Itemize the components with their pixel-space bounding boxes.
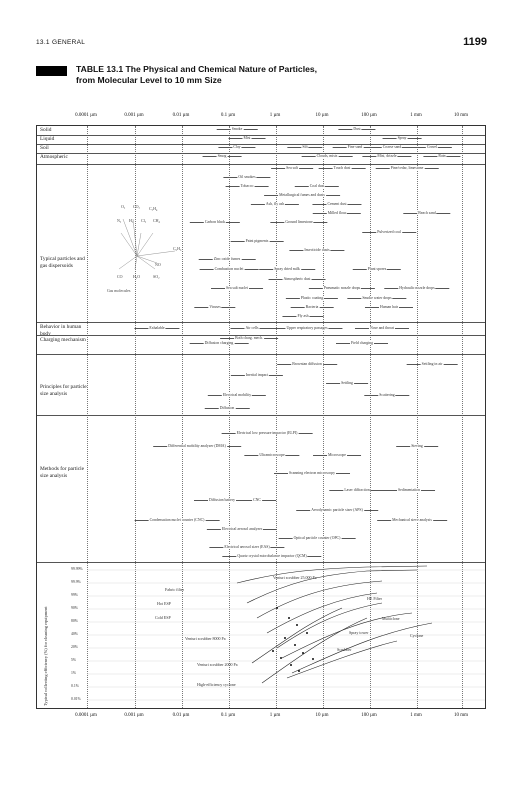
cell-plastic-coating: Plastic coating bbox=[300, 296, 324, 300]
cell-sem: Scanning electron microscopy bbox=[289, 471, 335, 475]
cell-fly-ash-2: Fly ash bbox=[297, 314, 309, 318]
cell-mist-drizzle: Mist, drizzle bbox=[377, 154, 397, 158]
cell-fly-ash: Ash, fly ash bbox=[265, 202, 285, 206]
row-label-behavior: Behavior in human body bbox=[40, 324, 82, 337]
row-label-solid: Solid bbox=[40, 127, 52, 133]
cell-settling-air: Settling in air bbox=[421, 362, 443, 366]
row-divider bbox=[37, 144, 485, 145]
cell-sieving: Sieving bbox=[411, 444, 423, 448]
curve-label: Venturi scrubber 8000 Pa bbox=[185, 636, 226, 641]
cell-aps: Aerodynamic particle sizer (APS) bbox=[311, 508, 363, 512]
scale-label: 100 µm bbox=[361, 713, 377, 718]
cell-insecticide: Insecticide dusts bbox=[304, 248, 330, 252]
y-tick: 99% bbox=[71, 593, 78, 597]
row-divider bbox=[37, 354, 485, 355]
cell-coarse-sand: Coarse sand bbox=[382, 145, 402, 149]
cell-combustion-nuclei: Combustion nuclei bbox=[214, 267, 244, 271]
molecule-label: SO₂ bbox=[153, 274, 160, 279]
scale-label: 0.0001 µm bbox=[75, 113, 97, 118]
cell-carbon-black: Carbon black bbox=[204, 220, 226, 224]
molecule-label: Cl₂ bbox=[141, 218, 147, 223]
cell-ultramicroscope: Ultramicroscope bbox=[259, 453, 285, 457]
scale-label: 0.001 µm bbox=[124, 713, 144, 718]
curve-label: Scrubber bbox=[337, 647, 352, 652]
cell-eaa: Electrical aerosol analyzer bbox=[221, 527, 263, 531]
cell-field-charging: Field charging bbox=[351, 341, 373, 345]
y-tick: 1% bbox=[71, 671, 77, 675]
table-marker bbox=[36, 66, 67, 76]
cell-fine-sand: Fine sand bbox=[347, 145, 363, 149]
y-tick: 90% bbox=[71, 606, 78, 610]
scale-label: 0.01 µm bbox=[172, 713, 190, 718]
row-label-methods: Methods for particle size analysis bbox=[40, 466, 85, 479]
cell-smoke-water: Smoke water drops bbox=[362, 296, 392, 300]
cell-pulverized-coal: Pulverized coal bbox=[377, 230, 401, 234]
cell-spray: Spray bbox=[397, 136, 407, 140]
y-tick: 40% bbox=[71, 632, 78, 636]
scale-label: 0.0001 µm bbox=[75, 713, 97, 718]
cell-smoke: Smoke bbox=[231, 127, 243, 131]
cell-hydraulic-drops: Hydraulic nozzle drops bbox=[399, 286, 435, 290]
table-title-line-2: from Molecular Level to 10 mm Size bbox=[76, 75, 222, 85]
cell-upper-resp: Upper respiratory passages bbox=[286, 326, 328, 330]
y-tick: 99.99% bbox=[71, 567, 83, 571]
cell-rain: Rain bbox=[438, 154, 446, 158]
molecule-label: CO bbox=[117, 274, 123, 279]
scale-label: 0.1 µm bbox=[220, 713, 236, 718]
y-tick: 99.9% bbox=[71, 580, 81, 584]
scale-label: 100 µm bbox=[361, 113, 377, 118]
y-tick: 80% bbox=[71, 619, 78, 623]
scale-label: 1 mm bbox=[410, 713, 422, 718]
cell-beach-sand: Beach sand bbox=[418, 211, 436, 215]
cell-milled-flour: Milled flour bbox=[327, 211, 347, 215]
molecule-label: C₂H₄ bbox=[149, 206, 158, 211]
cell-gravel: Gravel bbox=[426, 145, 438, 149]
table-title bbox=[76, 64, 317, 86]
cell-laser: Laser diffraction bbox=[344, 488, 370, 492]
cell-brownian: Brownian diffusion bbox=[292, 362, 322, 366]
curve-label: Venturi scrubber 25,000 Pa bbox=[273, 575, 317, 580]
cell-exhalable: Exhalable bbox=[149, 326, 165, 330]
molecule-label: Gas molecules bbox=[107, 288, 131, 293]
cell-paint-pigments: Paint pigments bbox=[245, 239, 269, 243]
top-size-scale bbox=[36, 113, 486, 123]
scale-label: 10 mm bbox=[453, 713, 469, 718]
cell-microscope: Microscope bbox=[328, 453, 346, 457]
cell-tobacco: Tobacco bbox=[240, 184, 254, 188]
cell-cnc: CNC bbox=[253, 498, 261, 502]
cell-dma: Differential mobility analyzer (DMA) bbox=[168, 444, 226, 448]
cell-clouds: Clouds, mists bbox=[316, 154, 338, 158]
molecule-label: NO bbox=[155, 262, 161, 267]
page-number: 1199 bbox=[463, 36, 487, 48]
row-label-particles: Typical particles and gas dispersoids bbox=[40, 256, 85, 269]
cell-air-cells: Air cells bbox=[245, 326, 259, 330]
cell-settling: Settling bbox=[341, 381, 353, 385]
cell-opc: Optical particle counter (OPC) bbox=[293, 536, 341, 540]
table-title-line-1: TABLE 13.1 The Physical and Chemical Nature of Particles, bbox=[76, 64, 318, 74]
cell-bacteria: Bacteria bbox=[305, 305, 319, 309]
molecule-label: N₂ bbox=[117, 218, 122, 223]
cell-oil-smokes: Oil smokes bbox=[238, 175, 256, 179]
cell-sedimentation: Sedimentation bbox=[398, 488, 420, 492]
particle-table bbox=[36, 125, 486, 709]
cell-diffusion: Diffusion bbox=[219, 406, 235, 410]
cell-ground-limestone: Ground limestone bbox=[285, 220, 313, 224]
cell-sea-salt-nuclei: Sea salt nuclei bbox=[226, 286, 248, 290]
cell-metallurgical: Metallurgical fumes and dusts bbox=[279, 193, 325, 197]
row-divider bbox=[37, 153, 485, 154]
molecule-label: C₆H₆ bbox=[173, 246, 182, 251]
cell-spray-milk: Spray dried milk bbox=[274, 267, 300, 271]
curve-label: Hot ESP bbox=[157, 601, 171, 606]
scale-label: 0.1 µm bbox=[220, 113, 236, 118]
cell-scattering: Scattering bbox=[379, 393, 395, 397]
cell-diffusion-charging: Diffusion charging bbox=[204, 341, 234, 345]
cell-nose-throat: Nose and throat bbox=[369, 326, 395, 330]
cell-both-mech: Both charg. mech. bbox=[235, 336, 263, 340]
scale-label: 1 mm bbox=[410, 113, 422, 118]
curve-label: Multiclone bbox=[382, 616, 400, 621]
cell-plant-spores: Plant spores bbox=[367, 267, 387, 271]
row-label-liquid: Liquid bbox=[40, 136, 55, 142]
cell-human-hair: Human hair bbox=[379, 305, 399, 309]
y-tick: 0.01% bbox=[71, 697, 81, 701]
cell-sea-salt: Sea salt bbox=[286, 166, 298, 170]
row-divider bbox=[37, 164, 485, 165]
scale-label: 0.01 µm bbox=[172, 113, 190, 118]
cell-condensation-cnc: Condensation nuclei counter (CNC) bbox=[149, 518, 205, 522]
section-title: 13.1 GENERAL bbox=[36, 39, 86, 46]
curve-label: Venturi scrubber 2000 Pa bbox=[197, 662, 238, 667]
row-divider bbox=[37, 135, 485, 136]
row-divider bbox=[37, 322, 485, 323]
cell-eas: Electrical aerosol sizer (EAS) bbox=[224, 545, 270, 549]
molecule-label: H₂O bbox=[133, 274, 141, 279]
cell-elpi: Electrical low pressure impactor (ELPI) bbox=[236, 431, 298, 435]
row-label-principles: Principles for particle size analysis bbox=[40, 384, 87, 397]
y-tick: 0.1% bbox=[71, 684, 79, 688]
scale-label: 10 µm bbox=[315, 713, 329, 718]
cell-cement-dust: Cement dust bbox=[327, 202, 347, 206]
cell-mist: Mist bbox=[243, 136, 251, 140]
y-tick: 5% bbox=[71, 658, 77, 662]
cell-smog: Smog bbox=[217, 154, 227, 158]
cell-limestone: Pine/cedar, limestone bbox=[390, 166, 424, 170]
curve-label: Fabric filter bbox=[165, 587, 184, 592]
chart-y-label: Typical collecting efficiency (%) for cleaning equipment bbox=[43, 606, 48, 706]
scale-label: 10 µm bbox=[315, 113, 329, 118]
y-tick: 20% bbox=[71, 645, 78, 649]
cell-qcm: Quartz crystal microbalance impactor (QCM) bbox=[237, 554, 307, 558]
molecule-label: H₂ bbox=[129, 218, 134, 223]
molecule-label: CH₄ bbox=[153, 218, 160, 223]
row-label-atmospheric: Atmospheric bbox=[40, 154, 68, 160]
curve-label: High-efficiency cyclone bbox=[197, 682, 236, 687]
bottom-size-scale bbox=[36, 713, 486, 723]
row-divider bbox=[37, 415, 485, 416]
cell-pneumatic-drops: Pneumatic nozzle drops bbox=[323, 286, 361, 290]
cell-inertial: Inertial impact bbox=[245, 373, 269, 377]
cell-diffusion-battery: Diffusion battery bbox=[209, 498, 235, 502]
cell-coal-dust: Coal dust bbox=[309, 184, 325, 188]
scale-label: 1 µm bbox=[269, 113, 281, 118]
scale-label: 0.001 µm bbox=[124, 113, 144, 118]
row-label-soil: Soil bbox=[40, 145, 49, 151]
cell-atmospheric-dust: Atmospheric dust bbox=[283, 277, 311, 281]
row-label-charging: Charging mechanism bbox=[40, 337, 86, 343]
curve-label: Spray tower bbox=[349, 630, 369, 635]
curve-label: Cyclone bbox=[410, 633, 424, 638]
cell-silt: Silt bbox=[302, 145, 308, 149]
cell-zinc-oxide: Zinc oxide fumes bbox=[213, 257, 241, 261]
cell-clay: Clay bbox=[233, 145, 241, 149]
cell-touch-dust: Touch dust bbox=[333, 166, 351, 170]
curve-label: Cold ESP bbox=[155, 615, 171, 620]
cell-elec-mobility: Electrical mobility bbox=[222, 393, 252, 397]
page-header bbox=[36, 36, 487, 50]
cell-viruses: Viruses bbox=[209, 305, 221, 309]
curve-label: HE Filter bbox=[367, 596, 382, 601]
cell-mech-sieve: Mechanical sieve analysis bbox=[392, 518, 432, 522]
molecule-label: CO₂ bbox=[133, 204, 140, 209]
scale-label: 1 µm bbox=[269, 713, 281, 718]
molecule-label: O₂ bbox=[121, 204, 126, 209]
cell-dust: Dust bbox=[353, 127, 361, 131]
scale-label: 10 mm bbox=[453, 113, 469, 118]
